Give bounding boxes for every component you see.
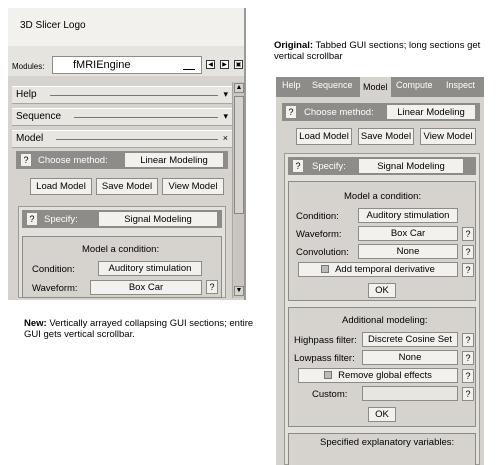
original-layout-panel xyxy=(276,77,484,465)
help-question-button[interactable]: ? xyxy=(26,212,38,226)
specify-select[interactable]: Signal Modeling xyxy=(98,211,218,227)
tab-sequence[interactable]: Sequence xyxy=(312,80,353,90)
waveform-label: Waveform: xyxy=(296,229,342,240)
dropdown-icon xyxy=(183,61,195,70)
help-question-button[interactable]: ? xyxy=(462,245,474,259)
caption-original xyxy=(274,40,494,62)
condition-select[interactable]: Auditory stimulation xyxy=(358,208,458,223)
gui-scroll-area xyxy=(8,78,244,300)
tab-compute[interactable]: Compute xyxy=(396,80,433,90)
save-model-button[interactable]: Save Model xyxy=(96,178,158,195)
help-question-button[interactable]: ? xyxy=(462,227,474,241)
help-question-button[interactable]: ? xyxy=(462,351,474,365)
section-model-title: Model xyxy=(16,133,47,144)
condition-select[interactable]: Auditory stimulation xyxy=(98,261,202,276)
module-select[interactable] xyxy=(52,56,202,74)
lowpass-label: Lowpass filter: xyxy=(294,353,355,364)
view-model-button[interactable]: View Model xyxy=(162,178,224,195)
ok-button[interactable]: OK xyxy=(368,283,396,298)
specify-select[interactable]: Signal Modeling xyxy=(358,158,464,174)
expand-arrow-icon[interactable]: ▾ xyxy=(223,89,228,99)
help-question-button[interactable]: ? xyxy=(462,263,474,277)
scrollbar-thumb[interactable] xyxy=(234,96,244,214)
tab-help[interactable]: Help xyxy=(282,80,301,90)
scroll-up-arrow-icon[interactable]: ▲ xyxy=(235,84,243,91)
help-question-button[interactable]: ? xyxy=(292,159,304,173)
highpass-select[interactable]: Discrete Cosine Set xyxy=(362,332,458,347)
temporal-derivative-label: Add temporal derivative xyxy=(335,264,435,275)
load-model-button[interactable]: Load Model xyxy=(30,178,92,195)
forward-arrow-icon[interactable]: ▶ xyxy=(220,60,229,69)
remove-global-label: Remove global effects xyxy=(338,370,432,381)
explanatory-variables-title: Specified explanatory variables: xyxy=(320,437,455,448)
custom-field[interactable] xyxy=(362,386,458,401)
condition-label: Condition: xyxy=(32,264,75,275)
method-select[interactable]: Linear Modeling xyxy=(124,152,224,168)
choose-method-label: Choose method: xyxy=(304,107,374,118)
caption-orig-bold: Original: xyxy=(274,40,314,51)
expand-arrow-icon[interactable]: ▾ xyxy=(223,111,228,121)
logo-area xyxy=(8,8,244,46)
section-help-title: Help xyxy=(16,89,41,100)
load-model-button[interactable]: Load Model xyxy=(296,128,352,145)
waveform-select[interactable]: Box Car xyxy=(90,280,202,295)
menu-grid-icon[interactable]: ▣ xyxy=(235,62,242,68)
checkbox-icon xyxy=(321,265,329,273)
caption-orig-text: Tabbed GUI sections; long sections get vertical scrollbar xyxy=(274,40,481,62)
help-question-button[interactable]: ? xyxy=(20,153,32,167)
waveform-label: Waveform: xyxy=(32,283,78,294)
vertical-scrollbar[interactable] xyxy=(232,82,245,298)
checkbox-icon xyxy=(324,371,332,379)
specify-label: Specify: xyxy=(312,161,346,172)
help-question-button[interactable]: ? xyxy=(462,387,474,401)
section-sequence-title: Sequence xyxy=(16,111,65,122)
tab-inspect[interactable]: Inspect xyxy=(446,80,476,90)
model-condition-title: Model a condition: xyxy=(344,191,422,202)
section-help[interactable] xyxy=(12,86,232,104)
convolution-label: Convolution: xyxy=(296,247,349,258)
specify-label: Specify: xyxy=(44,214,78,225)
save-model-button[interactable]: Save Model xyxy=(358,128,414,145)
modules-label: Modules: xyxy=(12,62,45,71)
temporal-derivative-checkbox[interactable] xyxy=(298,262,458,277)
condition-label: Condition: xyxy=(296,211,339,222)
custom-label: Custom: xyxy=(312,389,348,400)
back-arrow-icon[interactable]: ◀ xyxy=(206,60,215,69)
section-sequence[interactable] xyxy=(12,108,232,126)
help-question-button[interactable]: ? xyxy=(462,333,474,347)
highpass-label: Highpass filter: xyxy=(294,335,357,346)
section-model[interactable] xyxy=(12,130,232,148)
lowpass-select[interactable]: None xyxy=(362,350,458,365)
module-select-value: fMRIEngine xyxy=(73,59,131,71)
new-layout-panel xyxy=(8,8,246,300)
slicer-logo: 3D Slicer Logo xyxy=(20,20,86,31)
additional-modeling-title: Additional modeling: xyxy=(342,315,428,326)
method-select[interactable]: Linear Modeling xyxy=(386,104,476,120)
modules-row xyxy=(8,46,244,76)
convolution-select[interactable]: None xyxy=(358,244,458,259)
collapse-x-icon[interactable]: × xyxy=(222,133,228,143)
scroll-down-arrow-icon[interactable]: ▼ xyxy=(235,287,243,294)
help-question-button[interactable]: ? xyxy=(285,105,297,119)
remove-global-checkbox[interactable] xyxy=(298,368,458,383)
model-condition-title: Model a condition: xyxy=(82,244,160,255)
tab-bar xyxy=(276,77,484,97)
ok-button[interactable]: OK xyxy=(368,407,396,422)
caption-new xyxy=(24,318,254,340)
tab-model[interactable]: Model xyxy=(360,77,391,97)
waveform-select[interactable]: Box Car xyxy=(358,226,458,241)
caption-new-bold: New: xyxy=(24,318,47,329)
view-model-button[interactable]: View Model xyxy=(420,128,476,145)
help-question-button[interactable]: ? xyxy=(206,280,218,294)
choose-method-label: Choose method: xyxy=(38,155,108,166)
help-question-button[interactable]: ? xyxy=(462,369,474,383)
caption-new-text: Vertically arrayed collapsing GUI sections; entire GUI gets vertical scrollbar. xyxy=(24,318,254,340)
